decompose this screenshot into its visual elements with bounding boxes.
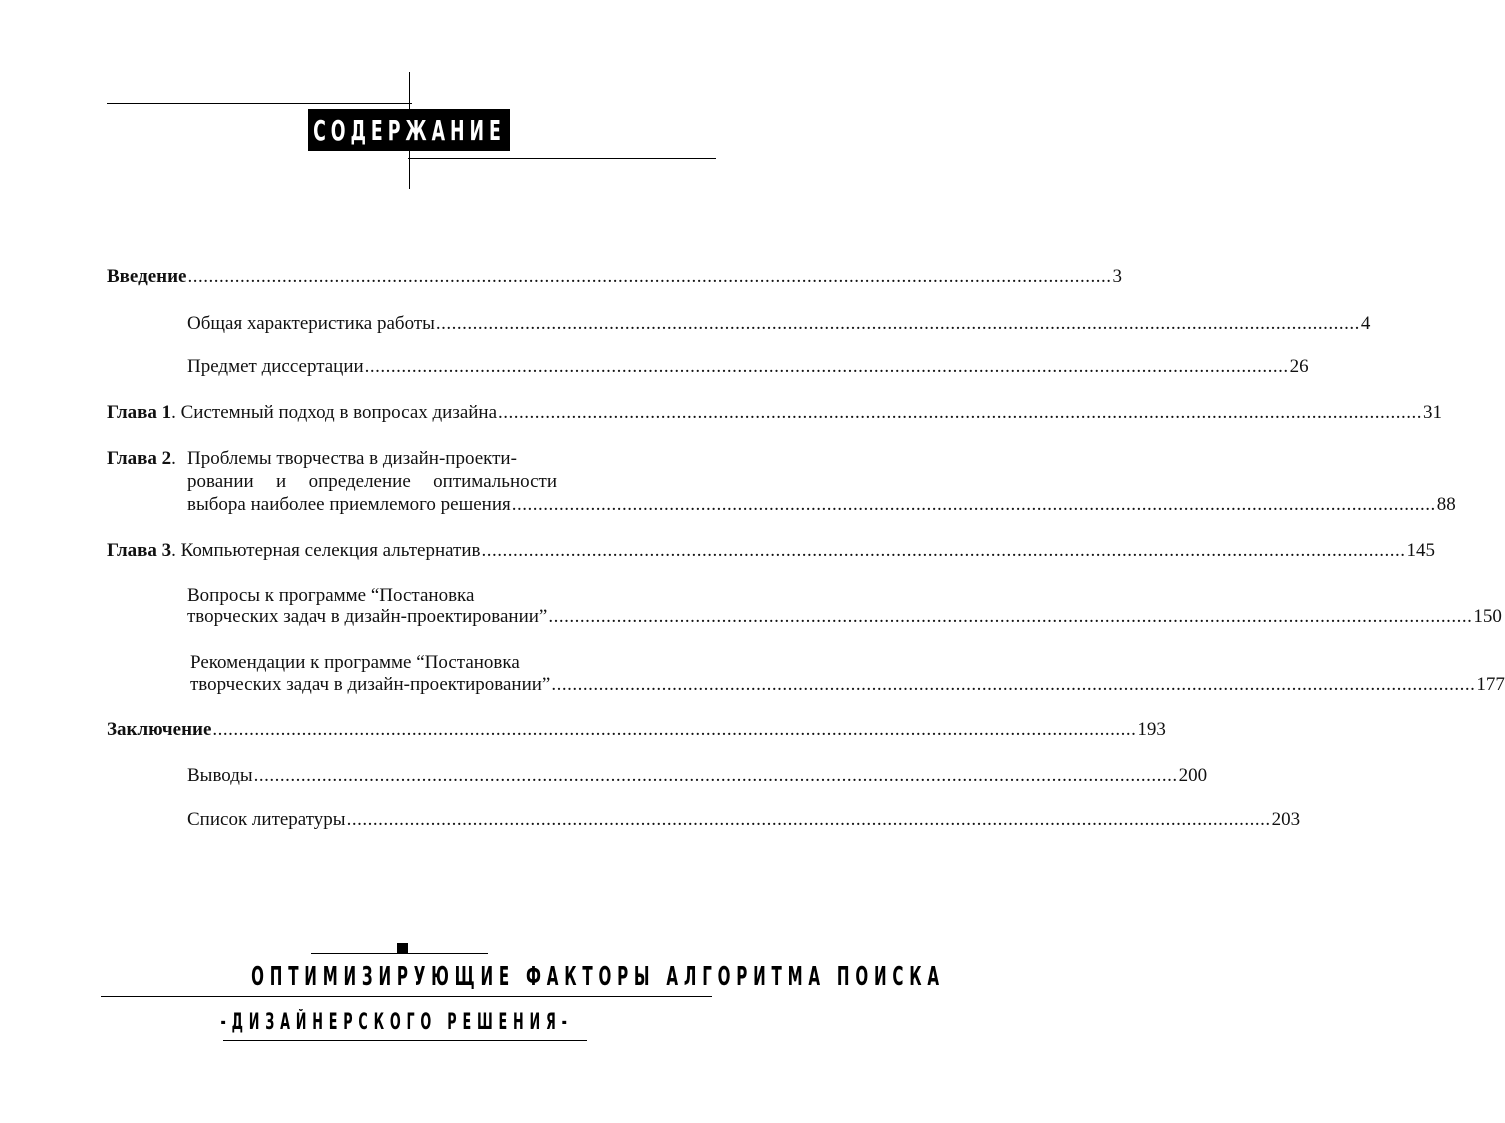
page-title: СОДЕРЖАНИЕ — [308, 109, 510, 151]
toc-entry-chapter-2-line-3: выбора наиболее приемлемого решения ..... 88 — [187, 494, 717, 516]
footer-title-line-2: -ДИЗАЙНЕРСКОГО РЕШЕНИЯ- — [220, 1010, 574, 1035]
footer-square-icon — [397, 943, 408, 954]
toc-entry-bibliography: Список литературы ..... 203 — [187, 809, 718, 831]
toc-entry-subject: Предмет диссертации ..... 26 — [187, 356, 717, 378]
toc-entry-chapter-2-label: Глава 2. — [107, 448, 176, 469]
toc-entry-general-characteristics: Общая характеристика работы ..... 4 — [187, 313, 712, 335]
toc-entry-recommendations-line-1: Рекомендации к программе “Постановка — [190, 652, 520, 673]
footer-rule-bottom — [223, 1040, 587, 1041]
toc-entry-chapter-3: Глава 3 . Компьютерная селекция альтернатив ..... 145 — [107, 540, 714, 562]
footer-title-line-1: ОПТИМИЗИРУЮЩИЕ ФАКТОРЫ АЛГОРИТМА ПОИСКА — [251, 962, 945, 992]
toc-entry-questions-line-2: творческих задач в дизайн-проектировании” ..... 150 — [187, 606, 719, 628]
toc-entry-introduction: Введение ..... 3 — [107, 266, 712, 288]
toc-entry-conclusion: Заключение ..... 193 — [107, 719, 717, 741]
header-rule-left — [107, 103, 412, 104]
footer-rule-middle — [101, 996, 712, 997]
toc-entry-recommendations-line-2: творческих задач в дизайн-проектировании” ..... 177 — [190, 674, 717, 696]
toc-entry-findings: Выводы ..... 200 — [187, 765, 718, 787]
toc-entry-chapter-2-line-1: Проблемы творчества в дизайн-проекти- — [187, 448, 517, 469]
toc-entry-chapter-2-line-2: ровании и определение оптимальности — [187, 471, 557, 492]
header-rule-right — [408, 158, 716, 159]
toc-entry-questions-line-1: Вопросы к программе “Постановка — [187, 585, 475, 606]
toc-entry-chapter-1: Глава 1 . Системный подход в вопросах дизайна ..... 31 — [107, 402, 717, 424]
